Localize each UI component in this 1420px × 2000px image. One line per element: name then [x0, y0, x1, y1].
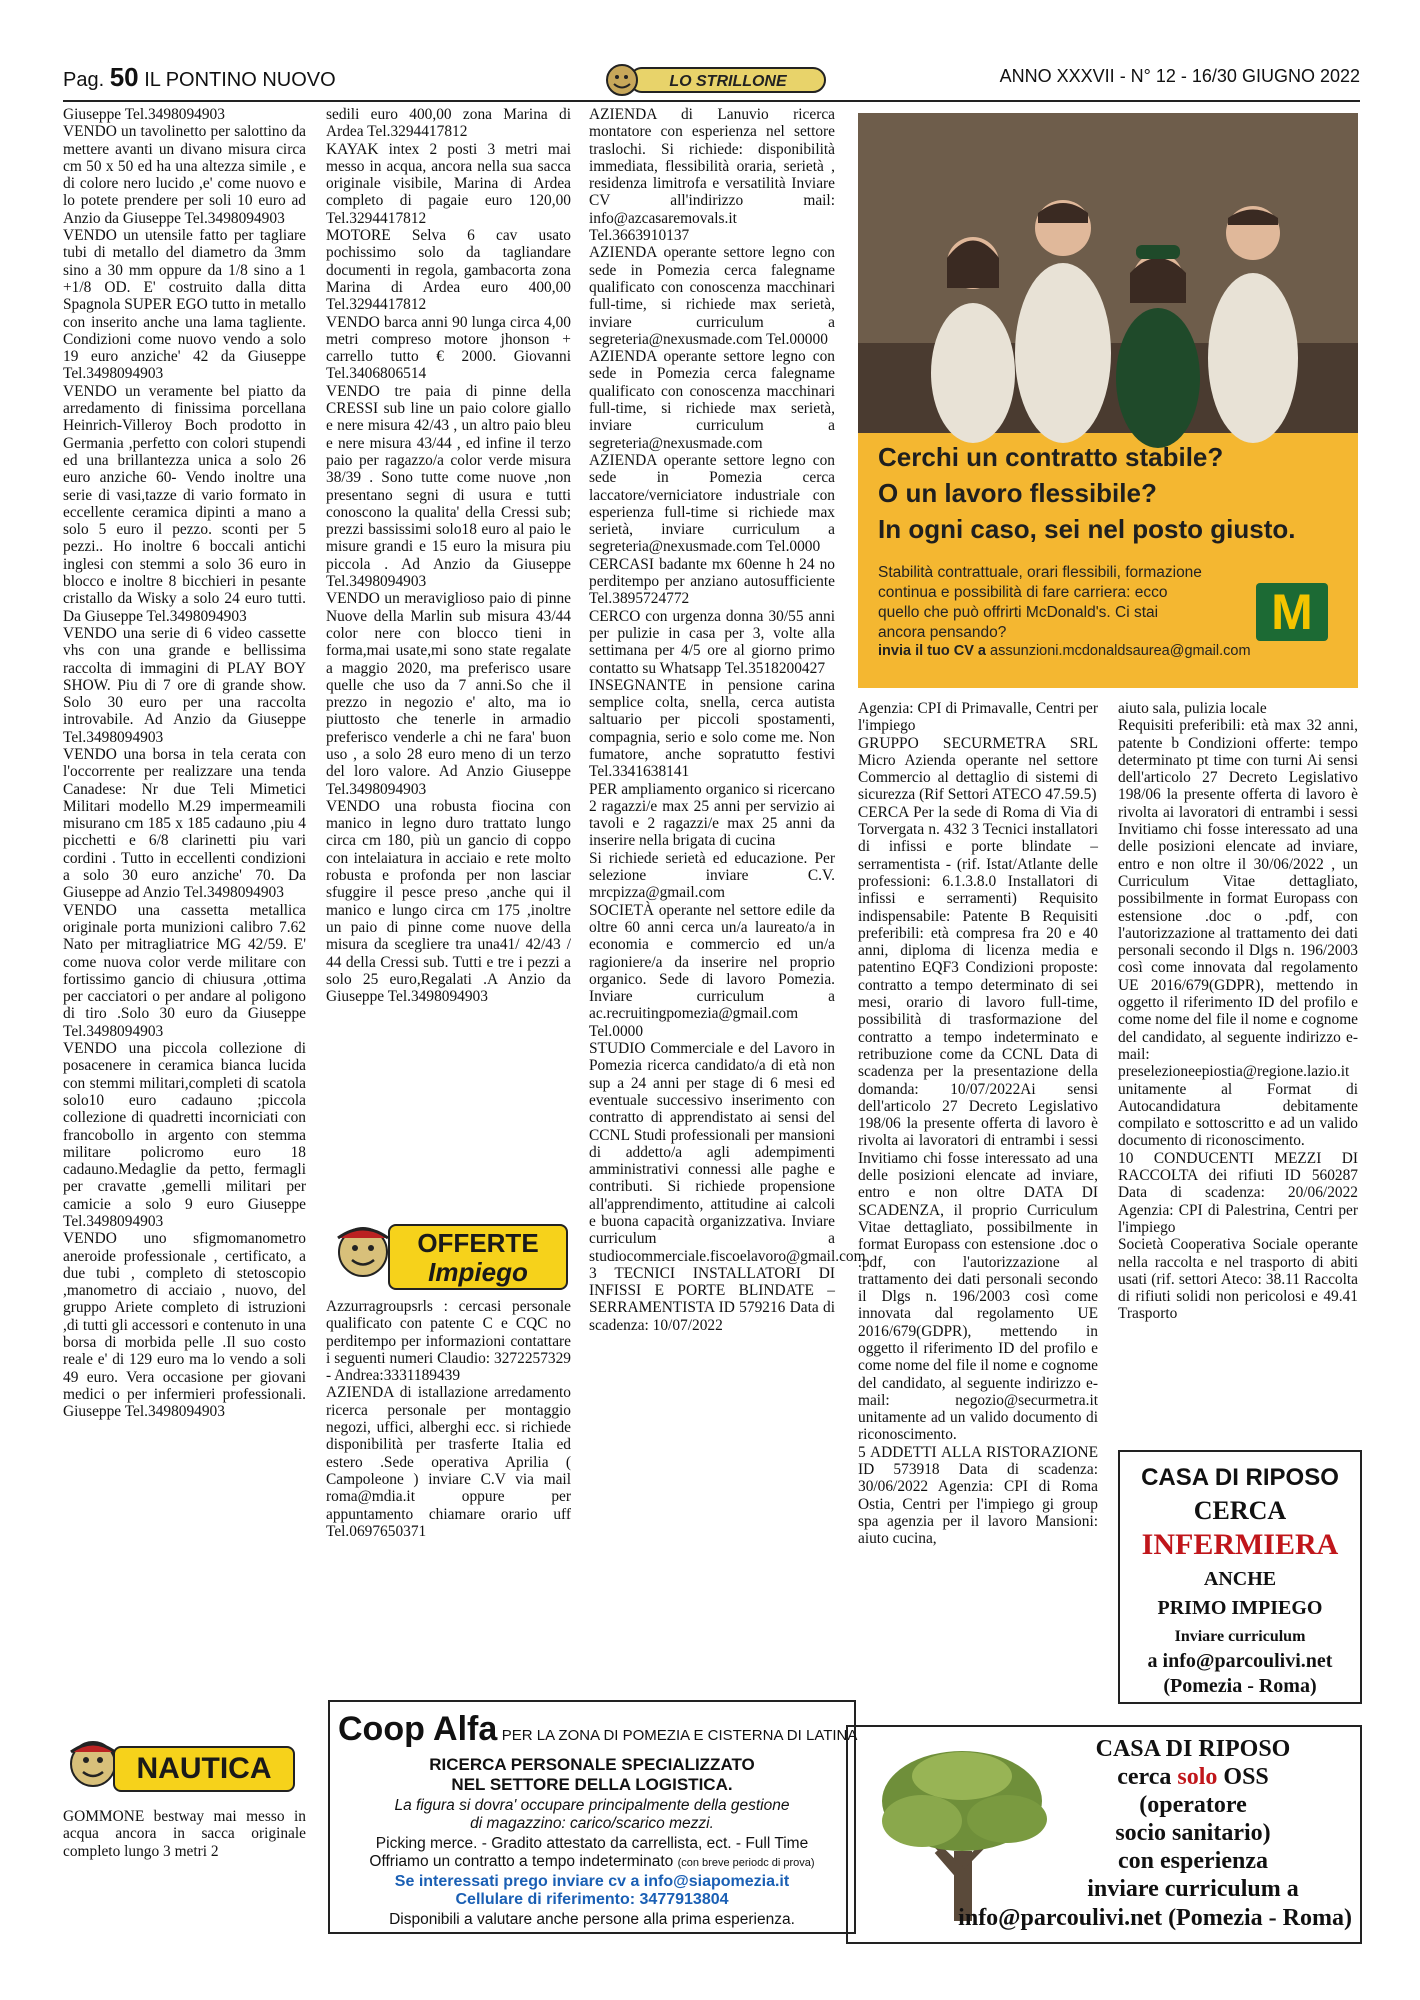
- nautica-badge: [63, 1736, 306, 1796]
- coop-alfa-ad: [328, 1700, 856, 1934]
- oss-ad-email[interactable]: info@parcoulivi.net (Pomezia - Roma): [958, 1905, 1352, 1931]
- classified-item: VENDO una robusta fiocina con manico in legno duro trattato lungo circa cm 180, più un gancio di coppo con intelaiatura in acciaio e rete molto robusta e profonda per non lasciar sfuggire il pesce preso ,anche qui il manico e lungo circa cm 175 ,inoltre un paio di pinne come nuove della misura da scegliere tra una41/ 42/43 / 44 della Cressi sub. Tutti e tre i pezzi a solo 25 euro,Regalati .A Anzio da Giuseppe Tel.3498094903: [326, 797, 571, 1006]
- classified-item: STUDIO Commerciale e del Lavoro in Pomezia ricerca candidato/a di età non sup a 24 anni per stage di 6 mesi ed eventuale successivo inserimento con contratto di apprendistato ai sensi del CCNL Studi professionali per mansioni di addetto/a agli adempimenti amministrativi connessi alle paghe e contributi. Si richiede propensione all'apprendimento, attitudine ai calcoli e buona capacità organizzativa. Inviare curriculum a studiocommerciale.fiscoelavoro@gmail.com: [589, 1040, 866, 1265]
- coop-area: PER LA ZONA DI POMEZIA E CISTERNA DI LATINA: [501, 1727, 858, 1744]
- ad-word: OSS: [1223, 1764, 1269, 1790]
- staff-photo-illustration: [858, 113, 1358, 433]
- classified-item: VENDO un tavolinetto per salottino da mettere avanti un divano misura circa cm 50 x 50 ed ha una altezza simile , e di colore nero lucido ,e' come nuovo e lo potete prendere per soli 10 euro ad Anzio da Giuseppe Tel.3498094903: [63, 123, 306, 227]
- classified-item: GOMMONE bestway mai messo in acqua ancora in sacca originale completo lungo 3 metri 2: [63, 1808, 306, 1860]
- ad-line: (operatore: [1139, 1792, 1247, 1818]
- cv-label: invia il tuo CV a: [878, 643, 986, 659]
- ad-title: CASA DI RIPOSO: [1095, 1736, 1291, 1762]
- coop-line: NEL SETTORE DELLA LOGISTICA.: [451, 1775, 733, 1794]
- issue-info: ANNO XXXVII - N° 12 - 16/30 GIUGNO 2022: [999, 66, 1360, 86]
- ad-line: PRIMO IMPIEGO: [1157, 1597, 1323, 1619]
- olive-tree-icon: [862, 1741, 1062, 1931]
- offerte-line1: OFFERTE: [417, 1228, 539, 1258]
- classified-item: AZIENDA di istallazione arredamento ricerca personale per montaggio negozi, uffici, alberghi ecc. si richiede disponibilità per trasferte Italia ed estero .Sede operativa Aprilia ( Campoleone ) inviare C.V via mail roma@mdia.it oppure per appuntamento chiamare orario uff Tel.0697650371: [326, 1384, 571, 1540]
- nautica-label: NAUTICA: [113, 1746, 295, 1792]
- cv-email[interactable]: assunzioni.mcdonaldsaurea@gmail.com: [990, 643, 1251, 659]
- ad-line: socio sanitario): [1115, 1820, 1271, 1846]
- ad-line: inviare curriculum a: [1087, 1876, 1299, 1902]
- classified-item: Azzurragroupsrls : cercasi personale qualificato con patente C e CQC no perditempo per informazioni contattare i seguenti numeri Claudio: 3272257329 - Andrea:3331189439: [326, 1298, 571, 1385]
- casa-riposo-infermiera-ad: [1118, 1450, 1362, 1704]
- coop-line: La figura si dovra' occupare principalmente della gestione: [394, 1797, 790, 1814]
- ad-line: con esperienza: [1118, 1848, 1268, 1874]
- classified-item: VENDO un veramente bel piatto da arredamento di finissima porcellana Heinrich-Villeroy Boch prodotto in Germania ,perfetto con colori stupendi ed una brillantezza unica a solo 26 euro anziche 60- Vendo inoltre una serie di vasi,tazze di vario formato in eccellente ceramica dipinti a mano a solo 5 euro il pezzo. sconti per 5 pezzi.. Ho inoltre 6 boccali antichi inglesi con stemmi a solo 36 euro in blocco e inoltre 8 bicchieri in pesante cristallo da Wisky a solo 24 euro tutti. Da Giuseppe Tel.3498094903: [63, 382, 306, 625]
- classified-item: VENDO barca anni 90 lunga circa 4,00 metri compreso motore jhonson + carrello tutto € 2000. Giovanni Tel.3406806514: [326, 313, 571, 383]
- classified-item: AZIENDA operante settore legno con sede in Pomezia cerca falegname qualificato con conoscenza macchinari full-time, si richiede max serietà, inviare curriculum a segreteria@nexusmade.com: [589, 348, 835, 452]
- offerte-line2: Impiego: [428, 1257, 528, 1287]
- classified-item: 5 ADDETTI ALLA RISTORAZIONE ID 573918 Data di scadenza: 30/06/2022 Agenzia: CPI di Roma Ostia, Centri per l'impiego gi group spa agenzia per il lavoro Mansioni: aiuto cucina,: [858, 1443, 1098, 1548]
- ad-title: CASA DI RIPOSO: [1141, 1464, 1339, 1491]
- classified-item: SOCIETÀ operante nel settore edile da oltre 60 anni cerca un/a laureato/a in economia e commercio ed un/a ragioniere/a da inserire nel proprio organico. Sede di lavoro Pomezia. Inviare curriculum a ac.recruitingpomezia@gmail.com Tel.0000: [589, 901, 835, 1040]
- lo-strillone-logo: [600, 62, 830, 98]
- classified-item: INSEGNANTE in pensione carina semplice colta, snella, cerca autista saltuario per piccoli spostamenti, compagnia, serio e solo come me. Non fumatore, anche sopratutto festivi Tel.3341638141: [589, 676, 835, 781]
- coop-name: Coop Alfa: [338, 1710, 498, 1748]
- casa-riposo-oss-ad: [846, 1725, 1362, 1944]
- classified-item: VENDO uno sfigmomanometro aneroide professionale , certificato, a due tubi , completo di stetoscopio ,manometro di acciaio , nuovo, del gruppo Ariete completo di istruzioni ,di tutti gli accessori e contenuto in una borsa di morbida pelle .Il suo costo reale e' di 129 euro ma lo vendo a soli 49 euro. Vera occasione per giovani medici o per infermieri professionali. Giuseppe Tel.3498094903: [63, 1230, 306, 1421]
- newsboy-icon: [330, 1218, 396, 1290]
- headline-line: Cerchi un contratto stabile?: [878, 442, 1224, 472]
- column-1: [63, 106, 306, 1728]
- headline-line: O un lavoro flessibile?: [878, 478, 1157, 508]
- classified-item: sedili euro 400,00 zona Marina di Ardea Tel.3294417812: [326, 106, 571, 141]
- page-label: Pag.: [63, 69, 105, 91]
- classified-item: Agenzia: CPI di Primavalle, Centri per l'impiego: [858, 700, 1098, 735]
- classified-item: Requisiti preferibili: età max 32 anni, patente b Condizioni offerte: tempo determinato pt time con turni Ai sensi dell'articolo 27 Decreto Legislativo 198/06 la presente offerta di lavoro è rivolta ai lavoratori di entrambi i sessi Invitiamo chi fosse interessato ad una delle posizioni elencate ad inviare, entro e non oltre il 30/06/2022 , un Curriculum Vitae dettagliato, possibilmente in format Europass con estensione .doc o .pdf, con l'autorizzazione al trattamento dei dati personali secondo il Dlgs n. 196/2003 così come innovata dal regolamento UE 2016/679(GDPR), mettendo in oggetto il riferimento ID del profilo e come nome del file il nome e cognome del candidato, al seguente indirizzo e-mail: preselezioneepiostia@regione.lazio.it unitamente al Format di Autocandidatura debitamente compilato e sottoscritto e ad un valido documento di riconoscimento.: [1118, 717, 1358, 1150]
- classified-item: KAYAK intex 2 posti 3 metri mai messo in acqua, ancora nella sua sacca originale visibile, Marina di Ardea completo di pagaie euro 120,00 Tel.3294417812: [326, 140, 571, 227]
- classified-item: VENDO una piccola collezione di posacenere in ceramica bianca lucida con stemmi militari,completi di scatola solo10 euro cadauno ;piccola collezione di quadretti incorniciati con francobollo in argento con stemma militare policromo euro 18 cadauno.Medaglie da petto, fermagli per cravatte ,gemelli militari per camicie a solo 9 euro Giuseppe Tel.3498094903: [63, 1040, 306, 1230]
- classified-item: 10 CONDUCENTI MEZZI DI RACCOLTA dei rifiuti ID 560287 Data di scadenza: 20/06/2022 Agenzia: CPI di Palestrina, Centri per l'impiego: [1118, 1149, 1358, 1236]
- header-rule: [63, 100, 1360, 102]
- classified-item: AZIENDA di Lanuvio ricerca montatore con esperienza nel settore traslochi. Si richiede: disponibilità immediata, flessibilità oraria, serietà , residenza limitrofa e versatilità Inviare CV all'indirizzo mail: info@azcasaremovals.it Tel.3663910137: [589, 106, 835, 245]
- ad-line-cerca: [1038, 1763, 1348, 1791]
- classified-item: VENDO una borsa in tela cerata con l'occorrente per realizzare una tenda Canadese: Nr due Teli Mimetici Militari modello M.29 impermeamili misurano cm 185 x 185 cadauno ,piu 4 picchetti e 6/8 clarinetti piu vari cordini . Tutto in eccellenti condizioni a solo 30 euro anziche' 70. Da Giuseppe ad Anzio Tel.3498094903: [63, 745, 306, 902]
- publication-name: IL PONTINO NUOVO: [144, 69, 336, 91]
- ad-word: cerca: [1117, 1764, 1172, 1790]
- coop-line: di magazzino: carico/scarico mezzi.: [470, 1815, 714, 1832]
- column-5: [1118, 700, 1358, 1435]
- classified-item: 3 TECNICI INSTALLATORI DI INFISSI E PORTE BLINDATE – SERRAMENTISTA ID 579216 Data di scadenza: 10/07/2022: [589, 1264, 835, 1334]
- classified-item: Società Cooperativa Sociale operante nella raccolta e nel trasporto di abiti usati (rif. settori Ateco: 38.11 Raccolta di rifiuti solidi non pericolosi e 49.41 Trasporto: [1118, 1236, 1358, 1323]
- coop-line: RICERCA PERSONALE SPECIALIZZATO: [429, 1755, 755, 1774]
- classified-item: VENDO una serie di 6 video cassette vhs con una grande e bellissima raccolta di immagini di PLAY BOY SHOW. Piu di 7 ore di grande show. Solo 30 euro per una raccolta introvabile. Ad Anzio da Giuseppe Tel.3498094903: [63, 624, 306, 746]
- mcdonalds-headline: [878, 439, 1348, 547]
- ad-line: CERCA: [1193, 1496, 1287, 1525]
- mcdonalds-cv: [878, 643, 1348, 659]
- column-4: [858, 700, 1098, 1695]
- page-number: 50: [109, 62, 139, 92]
- offerte-label: [388, 1224, 568, 1290]
- classified-item: GRUPPO SECURMETRA SRL Micro Azienda operante nel settore Commercio al dettaglio di sistemi di sicurezza (Rif Settori ATECO 47.59.5): [858, 734, 1098, 804]
- classified-item: VENDO una cassetta metallica originale porta munizioni calibro 7.62 Nato per mitragliatrice MG 42/59. E' come nuova color verde militare con fortissimo gancio di chiusura ,ottima per cacciatori o per andare al poligono di tiro .Solo 30 euro da Giuseppe Tel.3498094903: [63, 901, 306, 1040]
- staff-photo: [858, 113, 1358, 433]
- classified-item: VENDO tre paia di pinne della CRESSI sub line un paio colore giallo e nere misura 42/43 , un altro paio bleu e nere misura 43/44 , ed infine il terzo paio per ragazzo/a color verde misura 38/39 . Sono tutte come nuove ,non presentano segni di usura e tutti conoscono la qualita' della Cressi sub; prezzi bassissimi solo18 euro al paio le misure grandi e 15 euro la misura piu piccola . Ad Anzio da Giuseppe Tel.3498094903: [326, 382, 571, 591]
- mcdonalds-ad: [858, 113, 1358, 688]
- coop-line: Disponibili a valutare anche persone alla prima esperienza.: [389, 1911, 795, 1928]
- offerte-impiego-badge: [330, 1218, 570, 1293]
- ad-line: (Pomezia - Roma): [1163, 1675, 1317, 1697]
- classified-item: CERCO con urgenza donna 30/55 anni per pulizie in casa per 3, volte alla settimana per 4/5 ore al giorno primo contatto su Whatsapp Tel.3518200427: [589, 607, 835, 677]
- page-header-left: [63, 62, 336, 93]
- headline-line: In ogni caso, sei nel posto giusto.: [878, 514, 1296, 544]
- classified-item: VENDO un utensile fatto per tagliare tubi di metallo del diametro da 3mm sino a 30 mm oppure da 1/8 sino a 1 +1/8 OD. E' costruito dalla ditta Spagnola SUPER EGO tutto in metallo con inserito anche una lama tagliente. Condizioni come nuovo vendo a solo 19 euro anziche' 42 da Giuseppe Tel.3498094903: [63, 227, 306, 383]
- classified-item: PER ampliamento organico si ricercano 2 ragazzi/e max 25 anni per servizio ai tavoli e 2 ragazzi/e max 25 anni da inserire nella brigata di cucina: [589, 780, 835, 850]
- coop-contract-note: (con breve periodc di prova): [677, 1857, 815, 1869]
- classified-item: AZIENDA operante settore legno con sede in Pomezia cerca laccatore/verniciatore industriale con esperienza full-time si richiede max serietà, inviare curriculum a segreteria@nexusmade.com Tel.0000: [589, 451, 835, 556]
- column-2-jobs: [326, 1298, 571, 1688]
- mcdonalds-body: Stabilità contrattuale, orari flessibili, formazione continua e possibilità di fare carriera: ecco quello che può offrirti McDonald's. Ci stai ancora pensando?: [878, 564, 1202, 641]
- classified-item: CERCA Per la sede di Roma di Via di Torvergata n. 432 3 Tecnici installatori di infissi e porte blindate – serramentista - (rif. Istat/Atlante delle professioni: 6.1.3.8.0 Installatori di infissi e serramenti) Requisito indispensabile: Patente B Requisiti preferibili: età compresa fra 20 e 40 anni, diploma di licenza media e patentino EQF3 Condizioni proposte: contratto a tempo determinato di sei mesi, orario di lavoro full-time, possibilità di trasformazione del contratto a tempo indeterminato e retribuzione come da CCNL Data di scadenza per la presentazione della domanda: 10/07/2022Ai sensi dell'articolo 27 Decreto Legislativo 198/06 la presente offerta di lavoro è rivolta ai lavoratori di entrambi i sessi Invitiamo chi fosse interessato ad una delle posizioni elencate ad inviare, entro e non oltre DATA DI SCADENZA, il proprio Curriculum Vitae dettagliato, possibilmente in format Europass con estensione .doc o .pdf, con l'autorizzazione al trattamento dei dati personali secondo il Dlgs n. 196/2003 così come innovata dal regolamento UE 2016/679(GDPR), mettendo in oggetto il riferimento ID del profilo e come nome del file il nome e cognome del candidato, al seguente indirizzo e-mail: negozio@securmetra.it unitamente ad un valido documento di riconoscimento.: [858, 803, 1098, 1444]
- classified-item: MOTORE Selva 6 cav usato pochissimo solo da tagliandare documenti in regola, gambacorta zona Marina di Ardea euro 400,00 Tel.3294417812: [326, 227, 571, 314]
- coop-line-6: [330, 1853, 854, 1871]
- golden-arches-icon: M: [1271, 584, 1313, 640]
- ad-line: Inviare curriculum: [1174, 1628, 1306, 1645]
- coop-contract: Offriamo un contratto a tempo indeterminato: [369, 1853, 674, 1870]
- mcdonalds-logo: [1256, 583, 1328, 641]
- coop-email[interactable]: Se interessati prego inviare cv a info@siapomezia.it: [394, 1873, 790, 1890]
- coop-phone[interactable]: Cellulare di riferimento: 3477913804: [455, 1891, 729, 1908]
- column-2: [326, 106, 571, 1211]
- classified-item: aiuto sala, pulizia locale: [1118, 700, 1267, 717]
- classified-item: Giuseppe Tel.3498094903: [63, 106, 225, 123]
- coop-header: [330, 1702, 858, 1749]
- coop-line: Picking merce. - Gradito attestato da carrellista, ect. - Full Time: [375, 1835, 809, 1852]
- ad-highlight: INFERMIERA: [1141, 1528, 1339, 1561]
- logo-text: LO STRILLONE: [669, 73, 787, 90]
- classified-item: AZIENDA operante settore legno con sede in Pomezia cerca falegname qualificato con conoscenza macchinari full-time, si richiede max serietà, inviare curriculum a segreteria@nexusmade.com Tel.00000: [589, 244, 835, 348]
- ad-line: ANCHE: [1203, 1568, 1277, 1590]
- classified-item: VENDO un meraviglioso paio di pinne Nuove della Marlin sub misura 43/44 color nere con blocco tieni in forma,mai usate,mi sono state regalate a maggio 2020, ma preferisco usare quelle che uso da 7 anni.So che il prezzo in negozio e' alto, ma io piuttosto che tenerle in armadio preferisco venderle a chi ne fara' buon uso , a solo 28 euro meno di un terzo del loro valore. Ad Anzio Giuseppe Tel.3498094903: [326, 590, 571, 798]
- nautica-section: [63, 1808, 306, 1868]
- column-3: [589, 106, 866, 1696]
- classified-item: CERCASI badante mx 60enne h 24 no perditempo per anziano autosufficiente Tel.3895724772: [589, 555, 835, 608]
- ad-email[interactable]: a info@parcoulivi.net: [1147, 1650, 1333, 1672]
- classified-item: Si richiede serietà ed educazione. Per selezione inviare C.V. mrcpizza@gmail.com: [589, 849, 835, 902]
- ad-highlight: solo: [1177, 1764, 1218, 1790]
- oss-ad-text: [1038, 1735, 1348, 1903]
